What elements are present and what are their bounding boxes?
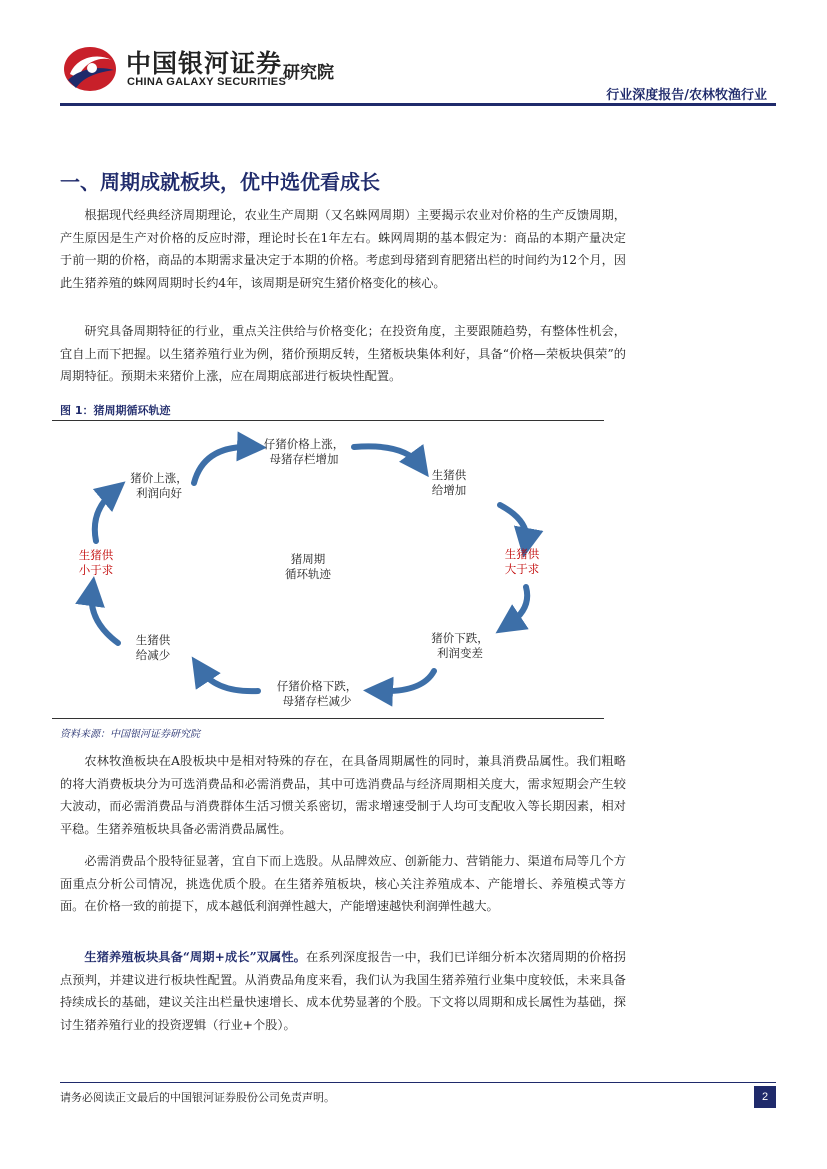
node-text: 生猪供	[431, 468, 467, 482]
logo-chinese-name: 中国银河证券	[126, 49, 283, 78]
node-supply-decrease	[136, 633, 171, 663]
node-supply-exceeds-demand	[505, 547, 540, 577]
node-text: 母猪存栏减少	[282, 694, 352, 708]
diagram-center-label	[285, 552, 331, 582]
node-text: 利润变差	[437, 646, 483, 660]
arrow-5	[378, 671, 434, 691]
node-text: 生猪供	[135, 633, 171, 647]
institute-label: 研究院	[283, 63, 334, 83]
node-supply-below-demand	[79, 548, 114, 578]
paragraph-consumer-attribute: 农林牧渔板块在A股板块中是相对特殊的存在，在具备周期属性的同时，兼具消费品属性。我们粗略的将大消费板块分为可选消费品和必需消费品，其中可选消费品与经济周期相关度大，需求短期会产生较大波动，而必需消费品与消费群体生活习惯关系密切，需求增速受制于人均可支配收入等长期因素，相对平稳。生猪养殖板块具备必需消费品属性。	[60, 754, 626, 836]
logo-english-name: CHINA GALAXY SECURITIES	[127, 76, 287, 88]
arrow-6	[200, 669, 258, 691]
arrow-1	[194, 447, 252, 483]
paragraph-dual-attribute	[60, 946, 626, 1036]
node-piglet-price-down	[277, 679, 358, 709]
figure-source: 资料来源：中国银河证券研究院	[60, 729, 200, 740]
paragraph-cobweb-theory: 根据现代经典经济周期理论，农业生产周期（又名蛛网周期）主要揭示农业对价格的生产反馈周期，产生原因是生产对价格的反应时滞，理论时长在1年左右。蛛网周期的基本假定为：商品的本期产量决定于前一期的价格，商品的本期需求量决定于本期的价格。考虑到母猪到育肥猪出栏的时间约为12个月，因此生猪养殖的蛛网周期时长约4年，该周期是研究生猪价格变化的核心。	[60, 208, 626, 290]
node-text: 小于求	[78, 563, 114, 577]
node-text: 给减少	[135, 648, 171, 662]
node-text: 猪价上涨，	[130, 471, 188, 485]
arrow-3	[500, 505, 526, 543]
page-number: 2	[754, 1086, 776, 1108]
node-text: 仔猪价格上涨，	[263, 437, 345, 451]
arrow-8	[95, 491, 114, 541]
node-price-down	[431, 631, 489, 661]
node-text: 大于求	[504, 562, 540, 576]
section-title: 一、周期成就板块，优中选优看成长	[60, 170, 380, 194]
node-price-up	[130, 471, 188, 501]
footer-disclaimer: 请务必阅读正文最后的中国银河证券股份公司免责声明。	[60, 1091, 335, 1104]
node-text: 生猪供	[78, 548, 114, 562]
footer-divider	[60, 1082, 776, 1083]
page-header	[0, 0, 827, 110]
node-supply-increase	[432, 468, 467, 498]
pig-cycle-diagram	[52, 421, 604, 717]
paragraph-stock-selection: 必需消费品个股特征显著，宜自下而上选股。从品牌效应、创新能力、营销能力、渠道布局等几个方面重点分析公司情况，挑选优质个股。在生猪养殖板块，核心关注养殖成本、产能增长、养殖模式等方面。在价格一致的前提下，成本越低利润弹性越大，产能增速越快利润弹性越大。	[60, 854, 626, 914]
node-text: 给增加	[431, 483, 467, 497]
node-text: 生猪供	[504, 547, 540, 561]
arrow-7	[92, 591, 118, 643]
center-text: 循环轨迹	[285, 567, 331, 581]
report-type: 行业深度报告/农林牧渔行业	[606, 88, 767, 103]
node-piglet-price-up	[264, 437, 345, 467]
node-text: 母猪存栏增加	[269, 452, 339, 466]
node-text: 仔猪价格下跌，	[276, 679, 358, 693]
figure-bottom-rule	[52, 718, 604, 719]
bold-lead-sentence: 生猪养殖板块具备“周期+成长”双属性。	[84, 950, 306, 964]
node-text: 利润向好	[136, 486, 182, 500]
figure-title: 图 1：猪周期循环轨迹	[60, 404, 171, 417]
paragraph-cycle-investing: 研究具备周期特征的行业，重点关注供给与价格变化；在投资角度，主要跟随趋势，有整体性机会，宜自上而下把握。以生猪养殖行业为例，猪价预期反转，生猪板块集体利好，具备“价格—荣板块俱荣”的周期特征。预期未来猪价上涨，应在周期底部进行板块性配置。	[60, 324, 626, 384]
header-divider	[60, 103, 776, 106]
galaxy-logo-icon	[62, 44, 118, 94]
paragraph-rest: 在系列深度报告一中，我们已详细分析本次猪周期的价格拐点预判，并建议进行板块性配置。从消费品角度来看，我们认为我国生猪养殖行业集中度较低，未来具备持续成长的基础，建议关注出栏量快速增长、成本优势显著的个股。下文将以周期和成长属性为基础，探讨生猪养殖行业的投资逻辑（行业+个股）。	[60, 950, 626, 1032]
arrow-4	[508, 587, 527, 625]
arrow-2	[354, 446, 420, 465]
node-text: 猪价下跌，	[431, 631, 489, 645]
center-text: 猪周期	[290, 552, 326, 566]
